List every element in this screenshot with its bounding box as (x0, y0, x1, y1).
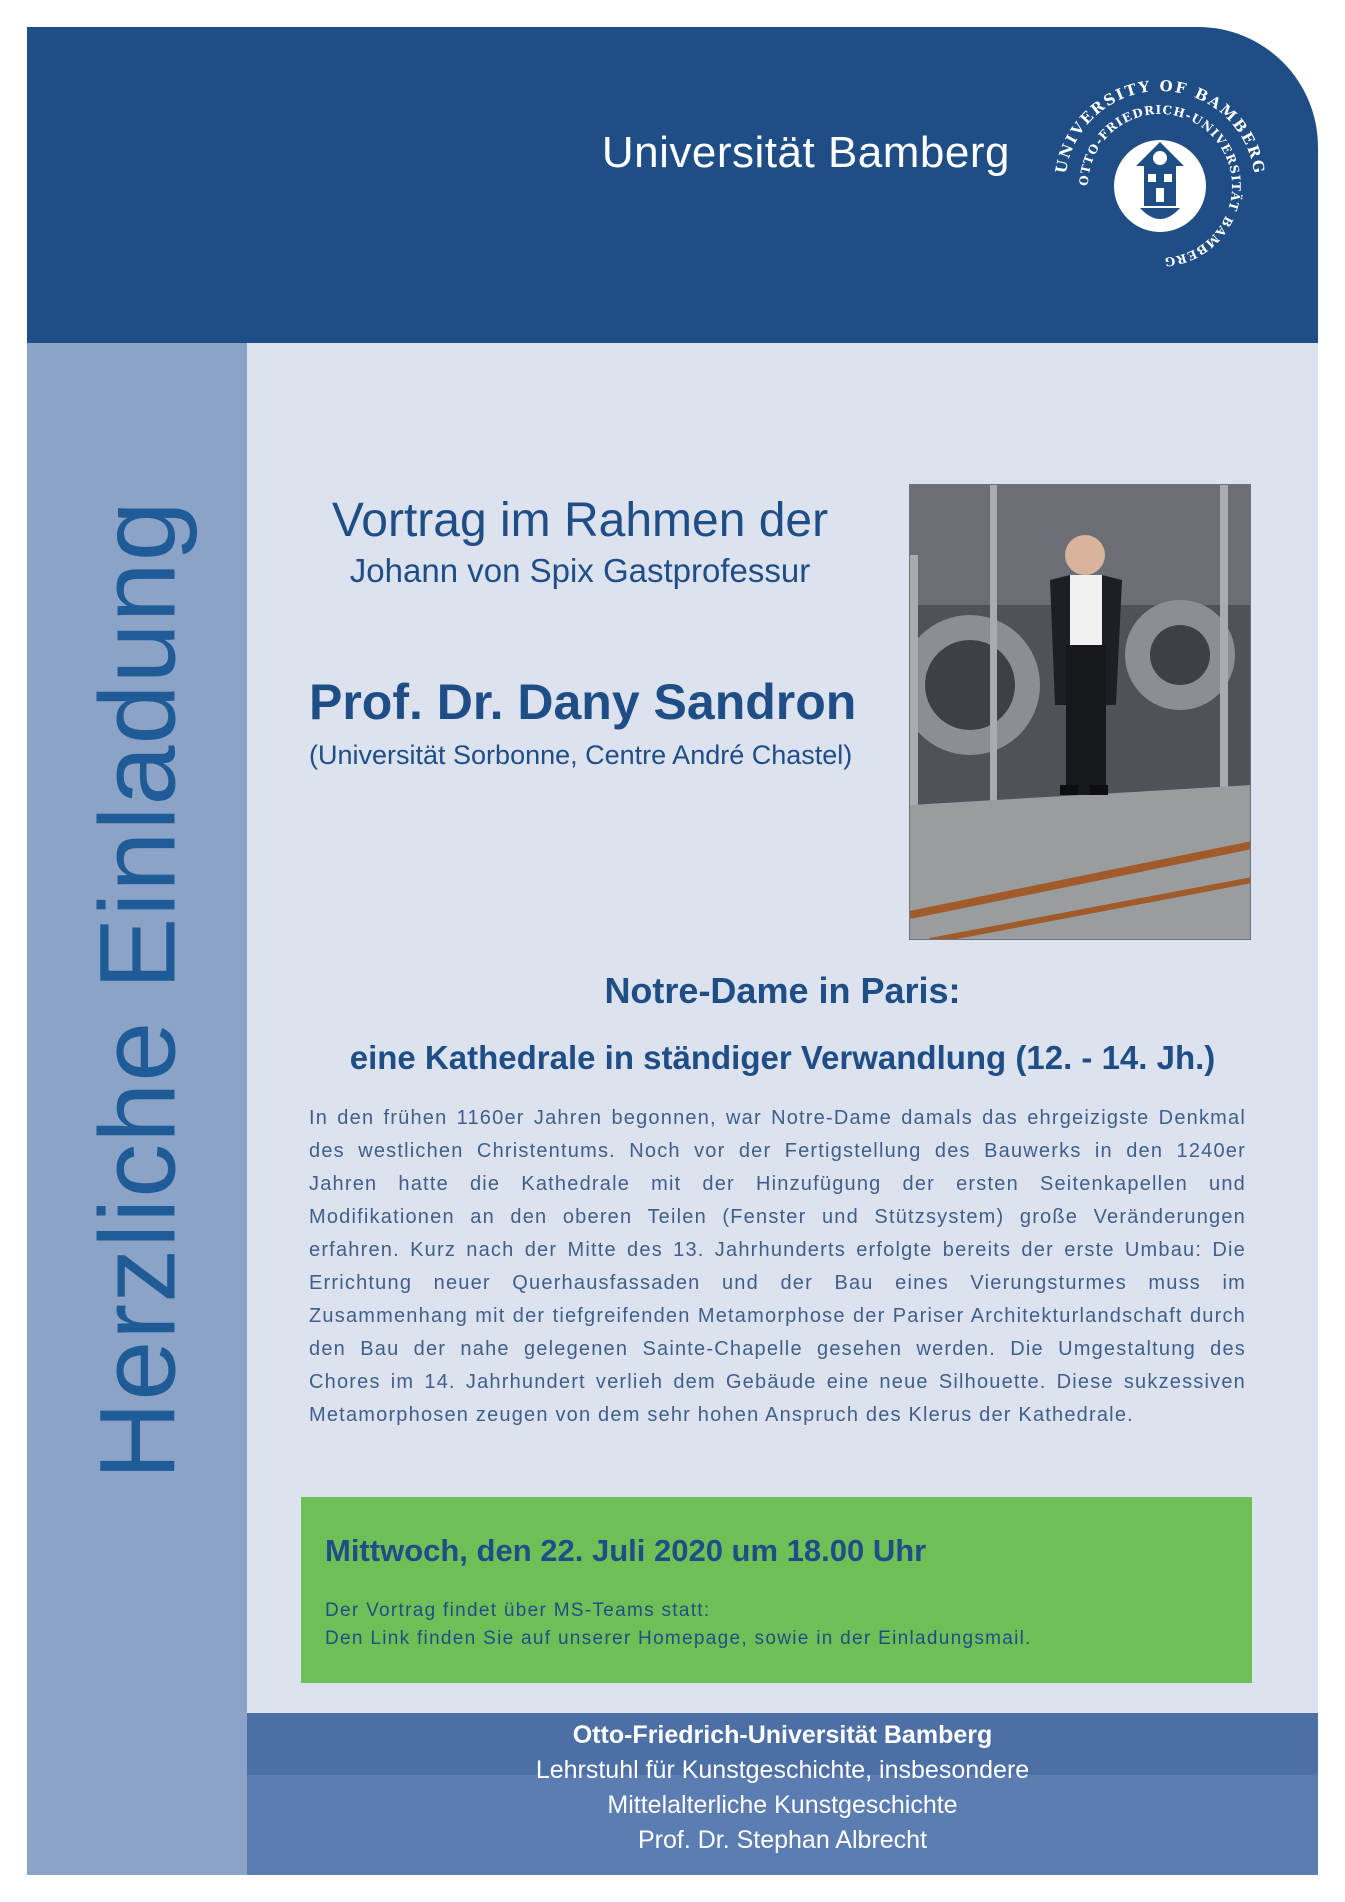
event-note-line1: Der Vortrag findet über MS-Teams statt: (325, 1600, 711, 1621)
seal-outer-text: UNIVERSITY OF BAMBERG (1051, 76, 1269, 177)
footer-contact (247, 1718, 1318, 1858)
footer-line-chair: Lehrstuhl für Kunstgeschichte, insbesondere (535, 1756, 1030, 1784)
invitation-title: Herzliche Einladung (76, 500, 198, 1480)
footer-line-professor: Prof. Dr. Stephan Albrecht (637, 1826, 928, 1854)
footer-line-department: Mittelalterliche Kunstgeschichte (607, 1791, 958, 1819)
event-date-box (301, 1497, 1252, 1683)
footer-line-university: Otto-Friedrich-Universität Bamberg (572, 1721, 993, 1749)
seal-emblem-icon (1114, 140, 1206, 232)
event-series-line2: Johann von Spix Gastprofessur (349, 552, 811, 589)
event-date: Mittwoch, den 22. Juli 2020 um 18.00 Uhr (325, 1533, 927, 1568)
university-seal (1048, 74, 1272, 298)
speaker-affiliation: (Universität Sorbonne, Centre André Chastel) (309, 740, 853, 770)
university-name: Universität Bamberg (601, 128, 1010, 177)
event-note-line2: Den Link finden Sie auf unserer Homepage, sowie in der Einladungsmail. (325, 1628, 1032, 1649)
talk-title: Notre-Dame in Paris: (604, 970, 961, 1011)
talk-subtitle: eine Kathedrale in ständiger Verwandlung (12. - 14. Jh.) (349, 1039, 1216, 1076)
event-series-line1: Vortrag im Rahmen der (331, 494, 829, 547)
speaker-photo (909, 484, 1251, 940)
seal-inner-text: OTTO-FRIEDRICH-UNIVERSITÄT BAMBERG (1076, 102, 1244, 270)
speaker-name: Prof. Dr. Dany Sandron (309, 674, 857, 730)
event-location-note (325, 1597, 1032, 1653)
talk-abstract: In den frühen 1160er Jahren begonnen, war Notre-Dame damals das ehrgeizigste Denkmal des westlichen Christentums. Noch vor der Fertigstellung des Bauwerks in den 1240er Jahren hatte die Kathedrale mit der Hinzufügung der ersten Seitenkapellen und Modifikationen an den oberen Teilen (Fenster und Stützsystem) große Veränderungen erfahren. Kurz nach der Mitte des 13. Jahrhunderts erfolgte bereits der erste Umbau: Die Errichtung neuer Querhausfassaden und der Bau eines Vierungsturmes muss im Zusammenhang mit der tiefgreifenden Metamorphose der Pariser Architekturlandschaft durch den Bau der nahe gelegenen Sainte-Chapelle gesehen werden. Die Umgestaltung des Chores im 14. Jahrhundert verlieh dem Gebäude eine neue Silhouette. Diese sukzessiven Metamorphosen zeugen von dem sehr hohen Anspruch des Klerus der Kathedrale. (309, 1107, 1246, 1426)
